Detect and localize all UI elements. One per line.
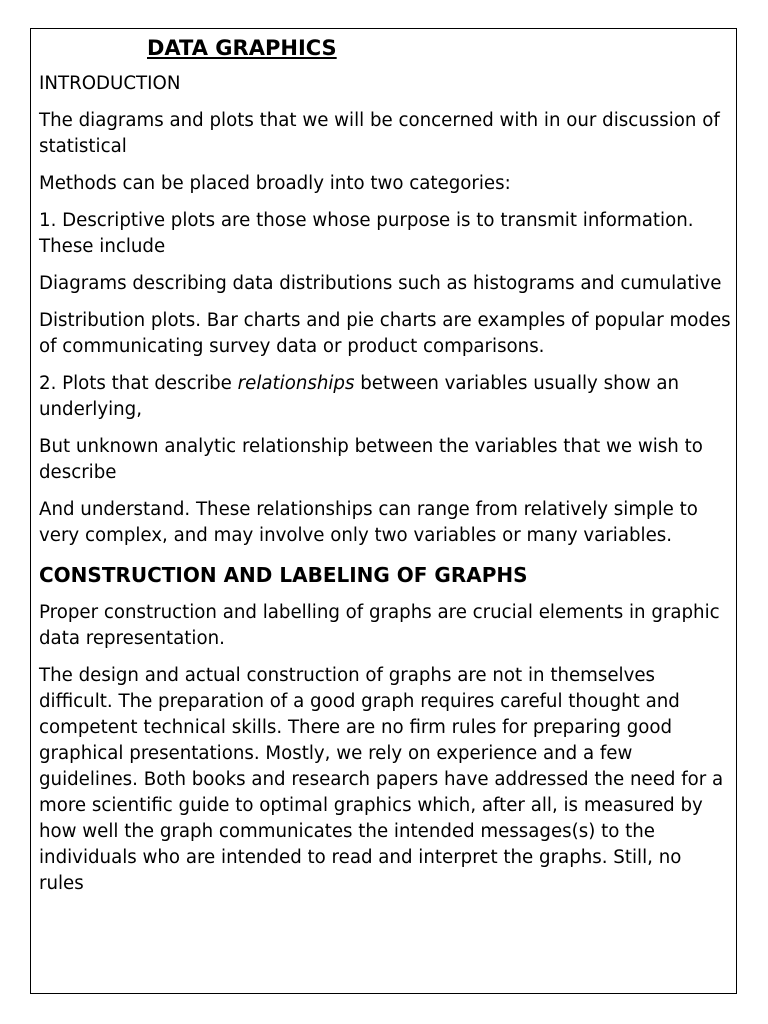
paragraph-text: between variables usually show an underlying, xyxy=(39,373,680,420)
document-body xyxy=(39,33,731,908)
page-border xyxy=(30,28,737,994)
paragraph: Proper construction and labelling of graphs are crucial elements in graphic data representation. xyxy=(39,602,720,649)
paragraph: 1. Descriptive plots are those whose purpose is to transmit information. These include xyxy=(39,210,694,257)
emphasized-text: relationships xyxy=(237,373,355,394)
paragraph xyxy=(39,371,731,423)
paragraph: Distribution plots. Bar charts and pie charts are examples of popular modes of communicating survey data or product comparisons. xyxy=(39,310,731,357)
paragraph: But unknown analytic relationship between the variables that we wish to describe xyxy=(39,436,703,483)
paragraph: And understand. These relationships can range from relatively simple to very complex, and may involve only two variables or many variables. xyxy=(39,499,698,546)
intro-heading: INTRODUCTION xyxy=(39,73,181,94)
paragraph: Methods can be placed broadly into two categories: xyxy=(39,173,511,194)
paragraph: The diagrams and plots that we will be concerned with in our discussion of statistical xyxy=(39,110,720,157)
paragraph-text: 2. Plots that describe xyxy=(39,373,238,394)
paragraph: Diagrams describing data distributions such as histograms and cumulative xyxy=(39,273,722,294)
document-title: DATA GRAPHICS xyxy=(147,36,337,60)
section-heading: CONSTRUCTION AND LABELING OF GRAPHS xyxy=(39,563,528,587)
paragraph: The design and actual construction of graphs are not in themselves difficult. The preparation of a good graph requires careful thought and competent technical skills. There are no firm rules for preparing good graphical presentations. Mostly, we rely on experience and a few guidelines. Both books and research papers have addressed the need for a more scientific guide to optimal graphics which, after all, is measured by how well the graph communicates the intended messages(s) to the individuals who are intended to read and interpret the graphs. Still, no rules xyxy=(39,665,724,894)
